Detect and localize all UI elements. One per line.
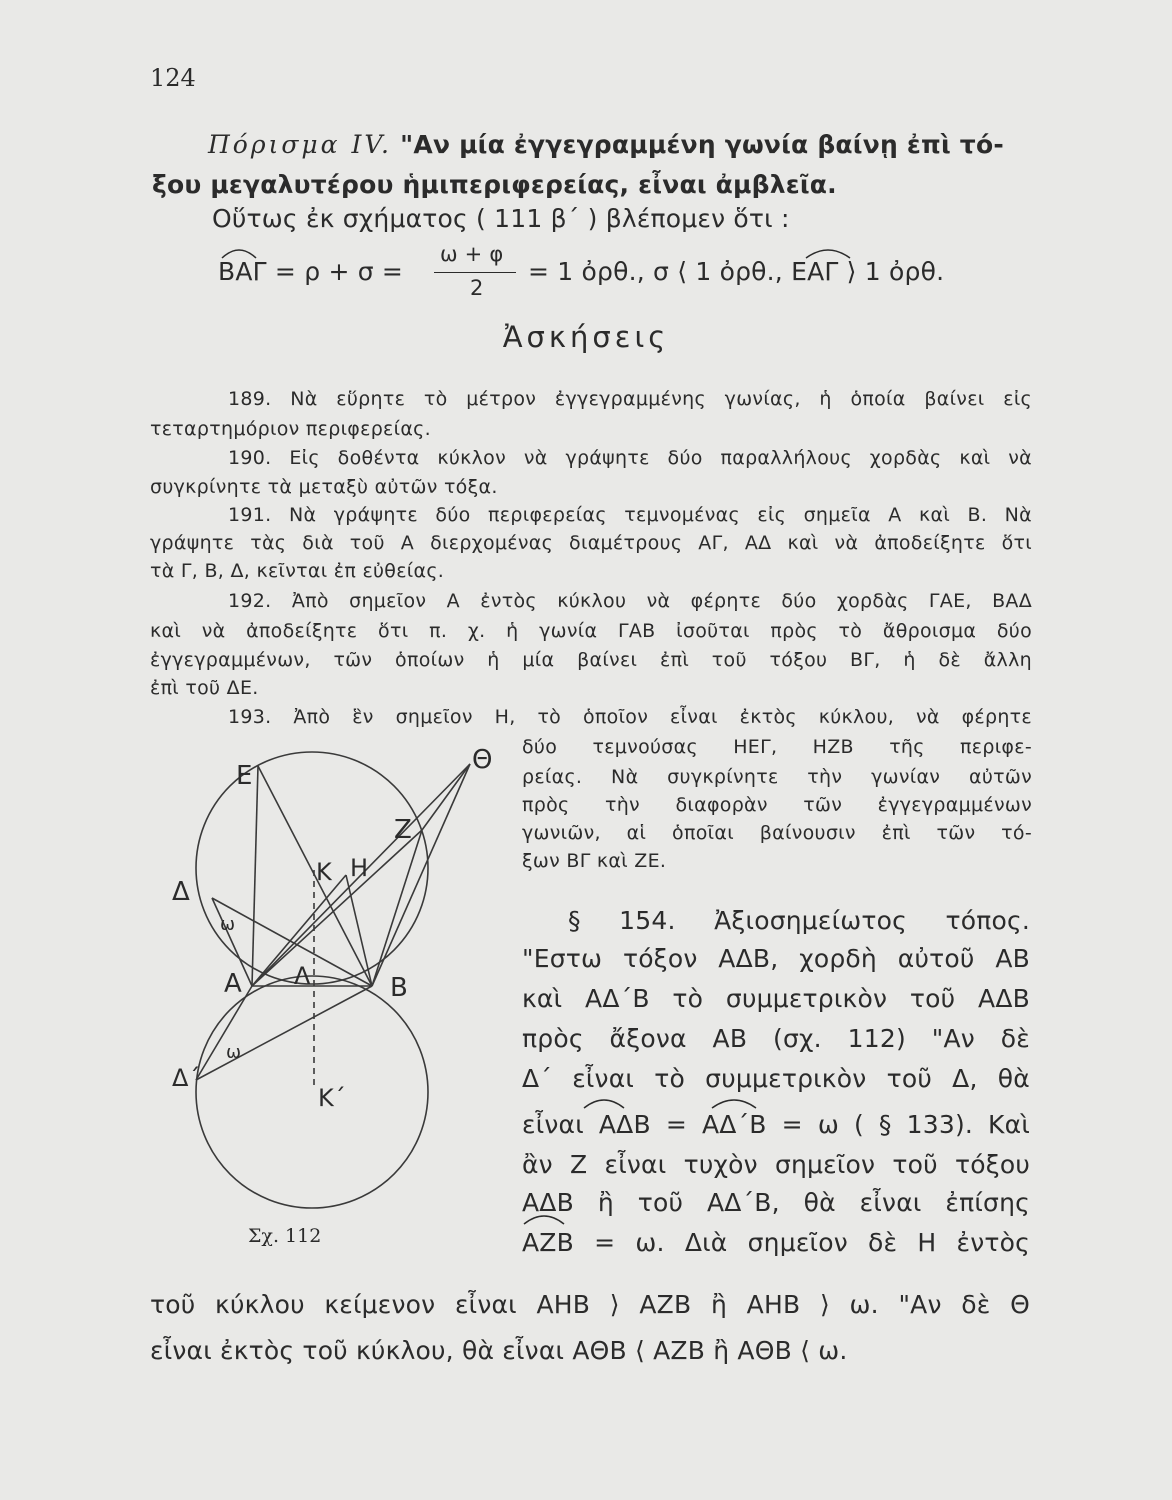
exercise-191-line-2: γράψητε τὰς διὰ τοῦ Α διερχομένας διαμέτρους ΑΓ, ΑΔ καὶ νὰ ἀποδείξητε ὅτι — [150, 532, 1032, 554]
section-line-6: εἶναι ΑΔΒ = ΑΔ΄Β = ω ( § 133). Καὶ — [522, 1110, 1030, 1139]
label-k: Κ — [316, 858, 332, 886]
segment-delta-prime-b — [196, 986, 372, 1080]
label-theta: Θ — [472, 745, 493, 775]
label-h: Η — [350, 854, 369, 882]
exercise-190-line-2: συγκρίνητε τὰ μεταξὺ αὐτῶν τόξα. — [150, 476, 498, 498]
segment-e-a — [252, 766, 258, 986]
exercise-189-line-2: τεταρτημόριον περιφερείας. — [150, 418, 431, 440]
figure-caption: Σχ. 112 — [248, 1225, 322, 1247]
section-line-10: τοῦ κύκλου κείμενον εἶναι ΑΗΒ ⟩ ΑΖΒ ἢ ΑΗΒ ⟩ ω. "Αν δὲ Θ — [150, 1290, 1030, 1319]
exercise-192-line-3: ἐγγεγραμμένων, τῶν ὁποίων ἡ μία βαίνει ἐπὶ τοῦ τόξου ΒΓ, ἡ δὲ ἄλλη — [150, 649, 1032, 671]
exercise-190-line-1: 190. Εἰς δοθέντα κύκλον νὰ γράψητε δύο παραλλήλους χορδὰς καὶ νὰ — [228, 447, 1032, 469]
formula-lhs: ΒΑΓ = ρ + σ = — [218, 257, 404, 286]
exercise-193-line-3: ρείας. Νὰ συγκρίνητε τὴν γωνίαν αὐτῶν — [522, 766, 1032, 788]
formula-rhs: = 1 ὀρθ., σ ⟨ 1 ὀρθ., ΕΑΓ ⟩ 1 ὀρθ. — [528, 257, 945, 286]
exercise-192-line-1: 192. Ἀπὸ σημεῖον Α ἐντὸς κύκλου νὰ φέρητε δύο χορδὰς ΓΑΕ, ΒΑΔ — [228, 590, 1032, 612]
arc-mark-eag — [806, 250, 850, 258]
exercise-191-line-3: τὰ Γ, Β, Δ, κεῖνται ἐπ εὐθείας. — [150, 560, 445, 582]
exercise-193-line-4: πρὸς τὴν διαφορὰν τῶν ἐγγεγραμμένων — [522, 794, 1032, 816]
section-line-5: Δ΄ εἶναι τὸ συμμετρικὸν τοῦ Δ, θὰ — [522, 1064, 1030, 1093]
section-line-4: πρὸς ἄξονα ΑΒ (σχ. 112) "Αν δὲ — [522, 1024, 1030, 1053]
section-154-title: § 154. Ἀξιοσημείωτος τόπος. — [568, 906, 1030, 935]
formula-denominator: 2 — [470, 276, 484, 300]
label-e: Ε — [236, 761, 253, 791]
section-line-7: ἂν Ζ εἶναι τυχὸν σημεῖον τοῦ τόξου — [522, 1150, 1030, 1179]
label-b: Β — [390, 973, 408, 1003]
label-k-prime: Κ΄ — [318, 1084, 346, 1112]
label-delta-prime: Δ΄ — [172, 1064, 201, 1092]
arc-mark-azb — [524, 1216, 564, 1224]
lower-circle — [196, 976, 428, 1208]
segment-h-b — [346, 875, 372, 986]
exercises-heading: Ἀσκήσεις — [502, 320, 670, 354]
exercise-193-line-1: 193. Ἀπὸ ἓν σημεῖον Η, τὸ ὁποῖον εἶναι ἐκτὸς κύκλου, νὰ φέρητε — [228, 706, 1032, 728]
label-lambda: Λ — [294, 962, 311, 990]
formula-numerator: ω + φ — [440, 242, 504, 266]
arc-mark-ad-b — [712, 1100, 756, 1108]
porism-statement-2: ξου μεγαλυτέρου ἡμιπεριφερείας, εἶναι ἀμβλεῖα. — [152, 170, 837, 199]
section-line-3: καὶ ΑΔ΄Β τὸ συμμετρικὸν τοῦ ΑΔΒ — [522, 984, 1030, 1013]
exercise-193-line-6: ξων ΒΓ καὶ ΖΕ. — [522, 850, 667, 872]
porism-line-3: Οὕτως ἐκ σχήματος ( 111 β΄ ) βλέπομεν ὅτι : — [212, 204, 790, 233]
exercise-193-line-2: δύο τεμνούσας ΗΕΓ, ΗΖΒ τῆς περιφε- — [522, 736, 1032, 758]
label-a: Α — [224, 969, 242, 999]
exercise-193-line-5: γωνιῶν, αἱ ὁποῖαι βαίνουσιν ἐπὶ τῶν τό- — [522, 822, 1032, 844]
arc-mark-bag — [222, 250, 256, 258]
upper-circle — [196, 752, 428, 984]
label-omega-upper: ω — [220, 914, 236, 935]
exercise-192-line-2: καὶ νὰ ἀποδείξητε ὅτι π. χ. ἡ γωνία ΓΑΒ ἰσοῦται πρὸς τὸ ἄθροισμα δύο — [150, 620, 1032, 642]
label-z: Ζ — [394, 815, 412, 845]
label-omega-lower: ω — [226, 1042, 242, 1063]
label-delta: Δ — [172, 877, 190, 907]
exercise-192-line-4: ἐπὶ τοῦ ΔΕ. — [150, 677, 259, 699]
section-line-9: ΑΖΒ = ω. Διὰ σημεῖον δὲ Η ἐντὸς — [522, 1228, 1030, 1257]
figure-112 — [160, 740, 520, 1220]
porism-statement-1: "Αν μία ἐγγεγραμμένη γωνία βαίνῃ ἐπὶ τό- — [400, 130, 1004, 159]
exercise-189-line-1: 189. Νὰ εὕρητε τὸ μέτρον ἐγγεγραμμένης γωνίας, ἡ ὁποία βαίνει εἰς — [228, 388, 1032, 410]
page-number: 124 — [150, 64, 196, 92]
segment-theta-b — [372, 764, 470, 986]
porism-label: Πόρισμα IV. — [208, 130, 393, 159]
exercise-191-line-1: 191. Νὰ γράψητε δύο περιφερείας τεμνομένας εἰς σημεῖα Α καὶ Β. Νὰ — [228, 504, 1032, 526]
section-line-11: εἶναι ἐκτὸς τοῦ κύκλου, θὰ εἶναι ΑΘΒ ⟨ ΑΖΒ ἢ ΑΘΒ ⟨ ω. — [150, 1336, 848, 1365]
section-line-2: "Εστω τόξον ΑΔΒ, χορδὴ αὐτοῦ ΑΒ — [522, 944, 1030, 973]
section-line-8: ΑΔΒ ἢ τοῦ ΑΔ΄Β, θὰ εἶναι ἐπίσης — [522, 1188, 1030, 1217]
arc-mark-adb — [584, 1100, 624, 1108]
